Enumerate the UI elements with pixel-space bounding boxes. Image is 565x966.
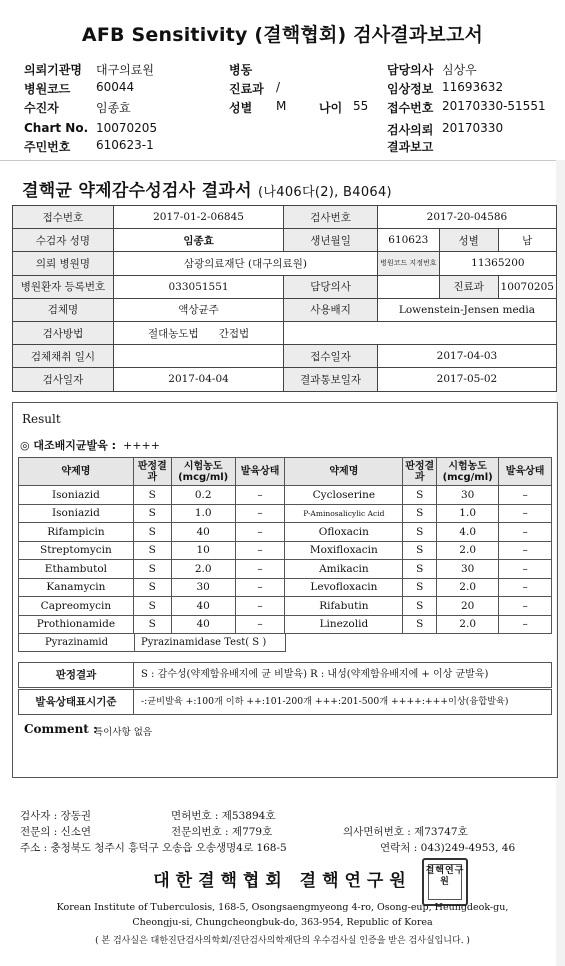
table-row	[19, 597, 552, 616]
growth-legend-label: 발육상태표시기준	[19, 690, 134, 714]
info-test-date-label: 검사일자	[13, 368, 114, 391]
drug-growth: –	[235, 597, 285, 616]
judgement-legend-text: S : 감수성(약제함유배지에 균 비발육) R : 내성(약제함유배지에 + 이상 균발육)	[141, 669, 489, 680]
info-receive-label: 접수일자	[284, 345, 378, 368]
scan-title-sub: (나406다(2), B4064)	[258, 185, 392, 200]
info-row	[13, 229, 557, 252]
drug-result: S	[403, 597, 437, 616]
col-drug: 약제명	[19, 458, 134, 486]
drug-growth: –	[499, 486, 552, 505]
drug-growth: –	[235, 523, 285, 542]
growth-legend	[18, 689, 552, 715]
drug-conc: 2.0	[171, 560, 235, 579]
drug-conc: 30	[437, 486, 499, 505]
table-row	[19, 560, 552, 579]
department-label: 진료과	[229, 82, 264, 96]
drug-growth: –	[235, 615, 285, 634]
chart-no-value: 10070205	[96, 121, 158, 135]
drug-result: S	[403, 486, 437, 505]
info-department-value: 10070205	[498, 275, 557, 298]
info-birth-value: 610623	[377, 229, 439, 252]
drug-growth: –	[499, 560, 552, 579]
judgement-legend	[18, 662, 552, 688]
institute-english: Korean Institute of Tuberculosis, 168-5, Osongsaengmyeong 4-ro, Osong-eup, Heungdeok-gu,	[56, 902, 509, 913]
drug-name: Ethambutol	[19, 560, 134, 579]
address-english: Cheongju-si, Chungcheongbuk-do, 363-954, Republic of Korea	[132, 917, 433, 928]
official-seal	[422, 858, 468, 906]
info-doctor-value	[377, 275, 439, 298]
info-row	[13, 368, 557, 391]
contact: 연락처 : 043)249-4953, 46	[380, 842, 516, 854]
drug-conc: 2.0	[437, 615, 499, 634]
header-divider	[0, 160, 565, 161]
clinical-info-label: 임상정보	[387, 82, 434, 96]
drug-name: Levofloxacin	[285, 578, 403, 597]
drug-growth: –	[235, 578, 285, 597]
drug-result: S	[403, 541, 437, 560]
drug-name: Isoniazid	[19, 504, 134, 523]
info-test-date-value: 2017-04-04	[113, 368, 283, 391]
table-row	[19, 615, 552, 634]
patient-label: 수진자	[24, 101, 59, 115]
drug-conc: 40	[171, 523, 235, 542]
drug-name: Ofloxacin	[285, 523, 403, 542]
hospital-code-label: 병원코드	[24, 82, 71, 96]
info-row	[13, 345, 557, 368]
drug-growth: –	[499, 597, 552, 616]
drug-growth: –	[235, 541, 285, 560]
table-row	[19, 504, 552, 523]
comment-text: 특이사항 없음	[94, 727, 153, 738]
drug-result: S	[133, 615, 171, 634]
drug-name: Streptomycin	[19, 541, 134, 560]
info-specimen-label: 검체명	[13, 298, 114, 321]
col-judgement: 판정결과	[133, 458, 171, 486]
drug-result: S	[133, 597, 171, 616]
drug-name: Prothionamide	[19, 615, 134, 634]
institution-label: 의뢰기관명	[24, 63, 82, 77]
col-concentration: 시험농도(mcg/ml)	[171, 458, 235, 486]
info-medium-label: 사용배지	[284, 298, 378, 321]
info-sex-value: 남	[498, 229, 557, 252]
clinical-info-value: 11693632	[442, 80, 504, 94]
chart-no-label: Chart No.	[24, 121, 89, 135]
drug-result: S	[133, 504, 171, 523]
info-collect-value	[113, 345, 283, 368]
drug-growth: –	[499, 541, 552, 560]
report-title: AFB Sensitivity (결핵협회) 검사결과보고서	[81, 24, 484, 46]
col-growth: 발육상태	[499, 458, 552, 486]
drug-name: Cycloserine	[285, 486, 403, 505]
info-method-blank	[284, 321, 557, 344]
physician-license: 의사면허번호 : 제73747호	[343, 826, 468, 838]
department-value: /	[276, 80, 281, 94]
info-sex-label: 성별	[439, 229, 498, 252]
drug-result: S	[403, 523, 437, 542]
request-date-label: 검사의뢰	[387, 123, 434, 137]
info-row	[13, 252, 557, 275]
pyrazinamid-name: Pyrazinamid	[19, 634, 135, 651]
drug-growth: –	[235, 504, 285, 523]
hospital-code-value: 60044	[96, 80, 135, 94]
info-department-label: 진료과	[439, 275, 498, 298]
info-birth-label: 생년월일	[284, 229, 378, 252]
doctor-label: 담당의사	[387, 63, 434, 77]
info-receive-value: 2017-04-03	[377, 345, 556, 368]
drug-growth: –	[235, 486, 285, 505]
scan-title	[22, 176, 392, 201]
drug-conc: 1.0	[171, 504, 235, 523]
drug-name: P-Aminosalicylic Acid	[285, 504, 403, 523]
drug-conc: 2.0	[437, 578, 499, 597]
info-table	[12, 205, 557, 392]
info-collect-label: 검체채취 일시	[13, 345, 114, 368]
drug-result: S	[133, 486, 171, 505]
col-concentration: 시험농도(mcg/ml)	[437, 458, 499, 486]
table-row	[19, 541, 552, 560]
drug-name: Rifabutin	[285, 597, 403, 616]
age-value: 55	[353, 99, 369, 113]
result-report-label: 결과보고	[387, 140, 434, 154]
info-method-main: 절대농도법	[147, 327, 199, 340]
info-reg-label: 병원환자 등록번호	[13, 275, 114, 298]
drug-result: S	[403, 578, 437, 597]
drug-name: Amikacin	[285, 560, 403, 579]
info-reg-value: 033051551	[113, 275, 283, 298]
drug-growth: –	[499, 578, 552, 597]
control-growth-value: ++++	[123, 439, 160, 452]
col-judgement: 판정결과	[403, 458, 437, 486]
drug-result: S	[133, 541, 171, 560]
drug-conc: 20	[437, 597, 499, 616]
drug-name: Capreomycin	[19, 597, 134, 616]
info-row	[13, 298, 557, 321]
ward-label: 병동	[229, 63, 253, 77]
info-name-value: 임종효	[113, 229, 283, 252]
specialist-number: 전문의번호 : 제779호	[171, 826, 273, 838]
growth-legend-text: -:균비발육 +:100개 이하 ++:101-200개 +++:201-500개 ++++:+++이상(융합발육)	[141, 696, 509, 707]
drug-growth: –	[499, 504, 552, 523]
drug-conc: 10	[171, 541, 235, 560]
drug-conc: 2.0	[437, 541, 499, 560]
patient-value: 임종효	[96, 101, 131, 115]
doctor-value: 심상우	[442, 63, 477, 77]
info-receipt-label: 접수번호	[13, 206, 114, 229]
request-date-value: 20170330	[442, 121, 504, 135]
control-growth-line	[20, 437, 160, 453]
drug-growth: –	[499, 523, 552, 542]
resident-no-value: 610623-1	[96, 138, 154, 152]
info-method-value	[113, 321, 283, 344]
info-name-label: 수검자 성명	[13, 229, 114, 252]
judgement-legend-label: 판정결과	[19, 663, 134, 687]
drug-conc: 1.0	[437, 504, 499, 523]
age-label: 나이	[319, 101, 343, 115]
drug-result: S	[403, 504, 437, 523]
drug-conc: 4.0	[437, 523, 499, 542]
pyrazinamid-result: Pyrazinamidase Test( S )	[141, 637, 267, 648]
drug-table	[18, 457, 552, 634]
license-number: 면허번호 : 제53894호	[171, 810, 276, 822]
sex-value: M	[276, 99, 287, 113]
info-row	[13, 206, 557, 229]
drug-growth: –	[499, 615, 552, 634]
drug-header-row	[19, 458, 552, 486]
drug-result: S	[133, 578, 171, 597]
info-medium-value: Lowenstein-Jensen media	[377, 298, 556, 321]
drug-conc: 30	[171, 578, 235, 597]
resident-no-label: 주민번호	[24, 140, 71, 154]
drug-conc: 30	[437, 560, 499, 579]
col-growth: 발육상태	[235, 458, 285, 486]
info-report-date-value: 2017-05-02	[377, 368, 556, 391]
info-hospital-label: 의뢰 병원명	[13, 252, 114, 275]
control-growth-label: ◎ 대조배지균발육 :	[20, 439, 117, 452]
drug-name: Moxifloxacin	[285, 541, 403, 560]
info-hospital-value: 삼광의료재단 (대구의료원)	[113, 252, 377, 275]
info-row	[13, 321, 557, 344]
table-row	[19, 578, 552, 597]
drug-result: S	[133, 523, 171, 542]
drug-name: Kanamycin	[19, 578, 134, 597]
institute-name: 대한결핵협회 결핵연구원	[153, 871, 412, 891]
info-row	[13, 275, 557, 298]
drug-name: Rifampicin	[19, 523, 134, 542]
specialist: 전문의 : 신소연	[20, 826, 92, 838]
institution-value: 대구의료원	[96, 63, 154, 77]
result-label: Result	[22, 412, 61, 426]
drug-table-body	[19, 486, 552, 634]
drug-result: S	[133, 560, 171, 579]
scan-title-main: 결핵균 약제감수성검사 결과서	[22, 181, 252, 201]
info-report-date-label: 결과통보일자	[284, 368, 378, 391]
drug-name: Linezolid	[285, 615, 403, 634]
drug-growth: –	[235, 560, 285, 579]
info-hospital-code-value: 11365200	[439, 252, 556, 275]
seal-text: 결핵연구원	[425, 866, 465, 887]
info-hospital-code-label: 병원코드 지정번호	[377, 252, 439, 275]
info-method-sub: 간접법	[218, 327, 250, 340]
address: 주소 : 충청북도 청주시 흥덕구 오송읍 오송생명4로 168-5	[20, 842, 287, 854]
drug-conc: 0.2	[171, 486, 235, 505]
examiner: 검사자 : 장동권	[20, 810, 92, 822]
table-row	[19, 523, 552, 542]
info-test-no-label: 검사번호	[284, 206, 378, 229]
pyrazinamid-row	[18, 633, 286, 652]
sex-label: 성별	[229, 101, 253, 115]
certification-note: ( 본 검사실은 대한진단검사의학회/진단검사의학재단의 우수검사실 인증을 받은 검사실입니다. )	[95, 936, 470, 946]
info-method-label: 검사방법	[13, 321, 114, 344]
drug-conc: 40	[171, 597, 235, 616]
info-receipt-value: 2017-01-2-06845	[113, 206, 283, 229]
info-specimen-value: 액상균주	[113, 298, 283, 321]
info-test-no-value: 2017-20-04586	[377, 206, 556, 229]
drug-result: S	[403, 615, 437, 634]
table-row	[19, 486, 552, 505]
drug-name: Isoniazid	[19, 486, 134, 505]
drug-conc: 40	[171, 615, 235, 634]
info-doctor-label: 담당의사	[284, 275, 378, 298]
col-drug: 약제명	[285, 458, 403, 486]
comment-label: Comment :	[24, 722, 98, 736]
drug-result: S	[403, 560, 437, 579]
receipt-no-value: 20170330-51551	[442, 99, 546, 113]
receipt-no-label: 접수번호	[387, 101, 434, 115]
